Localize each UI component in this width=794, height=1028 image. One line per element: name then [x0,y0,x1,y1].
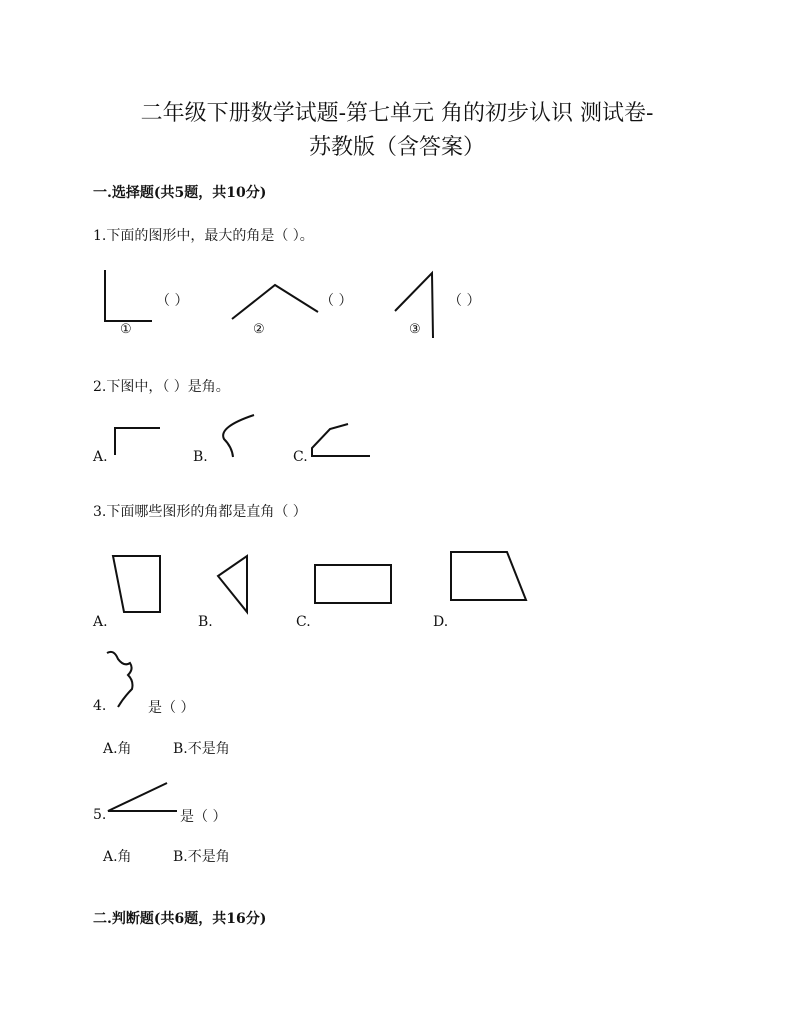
q5-angle-figure [0,780,794,820]
question-2-text: 2.下图中，（ ）是角。 [93,379,230,395]
q1-angle-1 [105,270,152,321]
q3-shape-a [113,556,160,612]
q5-text: 是（ ） [180,809,227,825]
q2-option-a: A. [93,449,108,465]
q3-option-a: A. [93,614,108,630]
q3-shape-b [218,556,247,612]
page-title-line2: 苏教版（含答案） [308,135,485,160]
q5-number: 5. [93,807,107,823]
question-1-text: 1.下面的图形中，最大的角是（ ）。 [93,228,314,244]
q3-shape-c [315,565,391,603]
q5-choice-b: B.不是角 [173,849,230,865]
q2-figure-a [115,428,160,455]
q1-blank-1: （ ） [156,293,189,309]
q2-figures [0,405,794,465]
q4-curve-figure [0,645,794,715]
q1-mark-1: ① [120,322,132,337]
q2-figure-c [312,424,370,456]
q3-option-c: C. [296,614,311,630]
q5-choice-a: A.角 [103,849,132,865]
q4-choice-a: A.角 [103,741,132,757]
q4-text: 是（ ） [148,700,195,716]
section-heading-choice: 一.选择题(共5题，共10分) [93,185,267,201]
q1-blank-3: （ ） [448,293,481,309]
q4-choice-b: B.不是角 [173,741,230,757]
q3-option-b: B. [198,614,213,630]
question-3-text: 3.下面哪些图形的角都是直角（ ） [93,504,307,520]
q3-shape-d [451,552,526,600]
page-title-line1: 二年级下册数学试题-第七单元 角的初步认识 测试卷- [140,101,654,126]
q2-option-c: C. [293,449,308,465]
q3-shapes [0,540,794,620]
q3-option-d: D. [433,614,449,630]
q4-number: 4. [93,698,107,714]
q2-option-b: B. [193,449,208,465]
section-heading-judgement: 二.判断题(共6题，共16分) [93,911,267,927]
q1-mark-3: ③ [409,322,421,337]
q1-angle-2 [232,285,318,319]
q1-blank-2: （ ） [320,293,353,309]
q2-figure-b [223,415,254,457]
q1-mark-2: ② [253,322,265,337]
